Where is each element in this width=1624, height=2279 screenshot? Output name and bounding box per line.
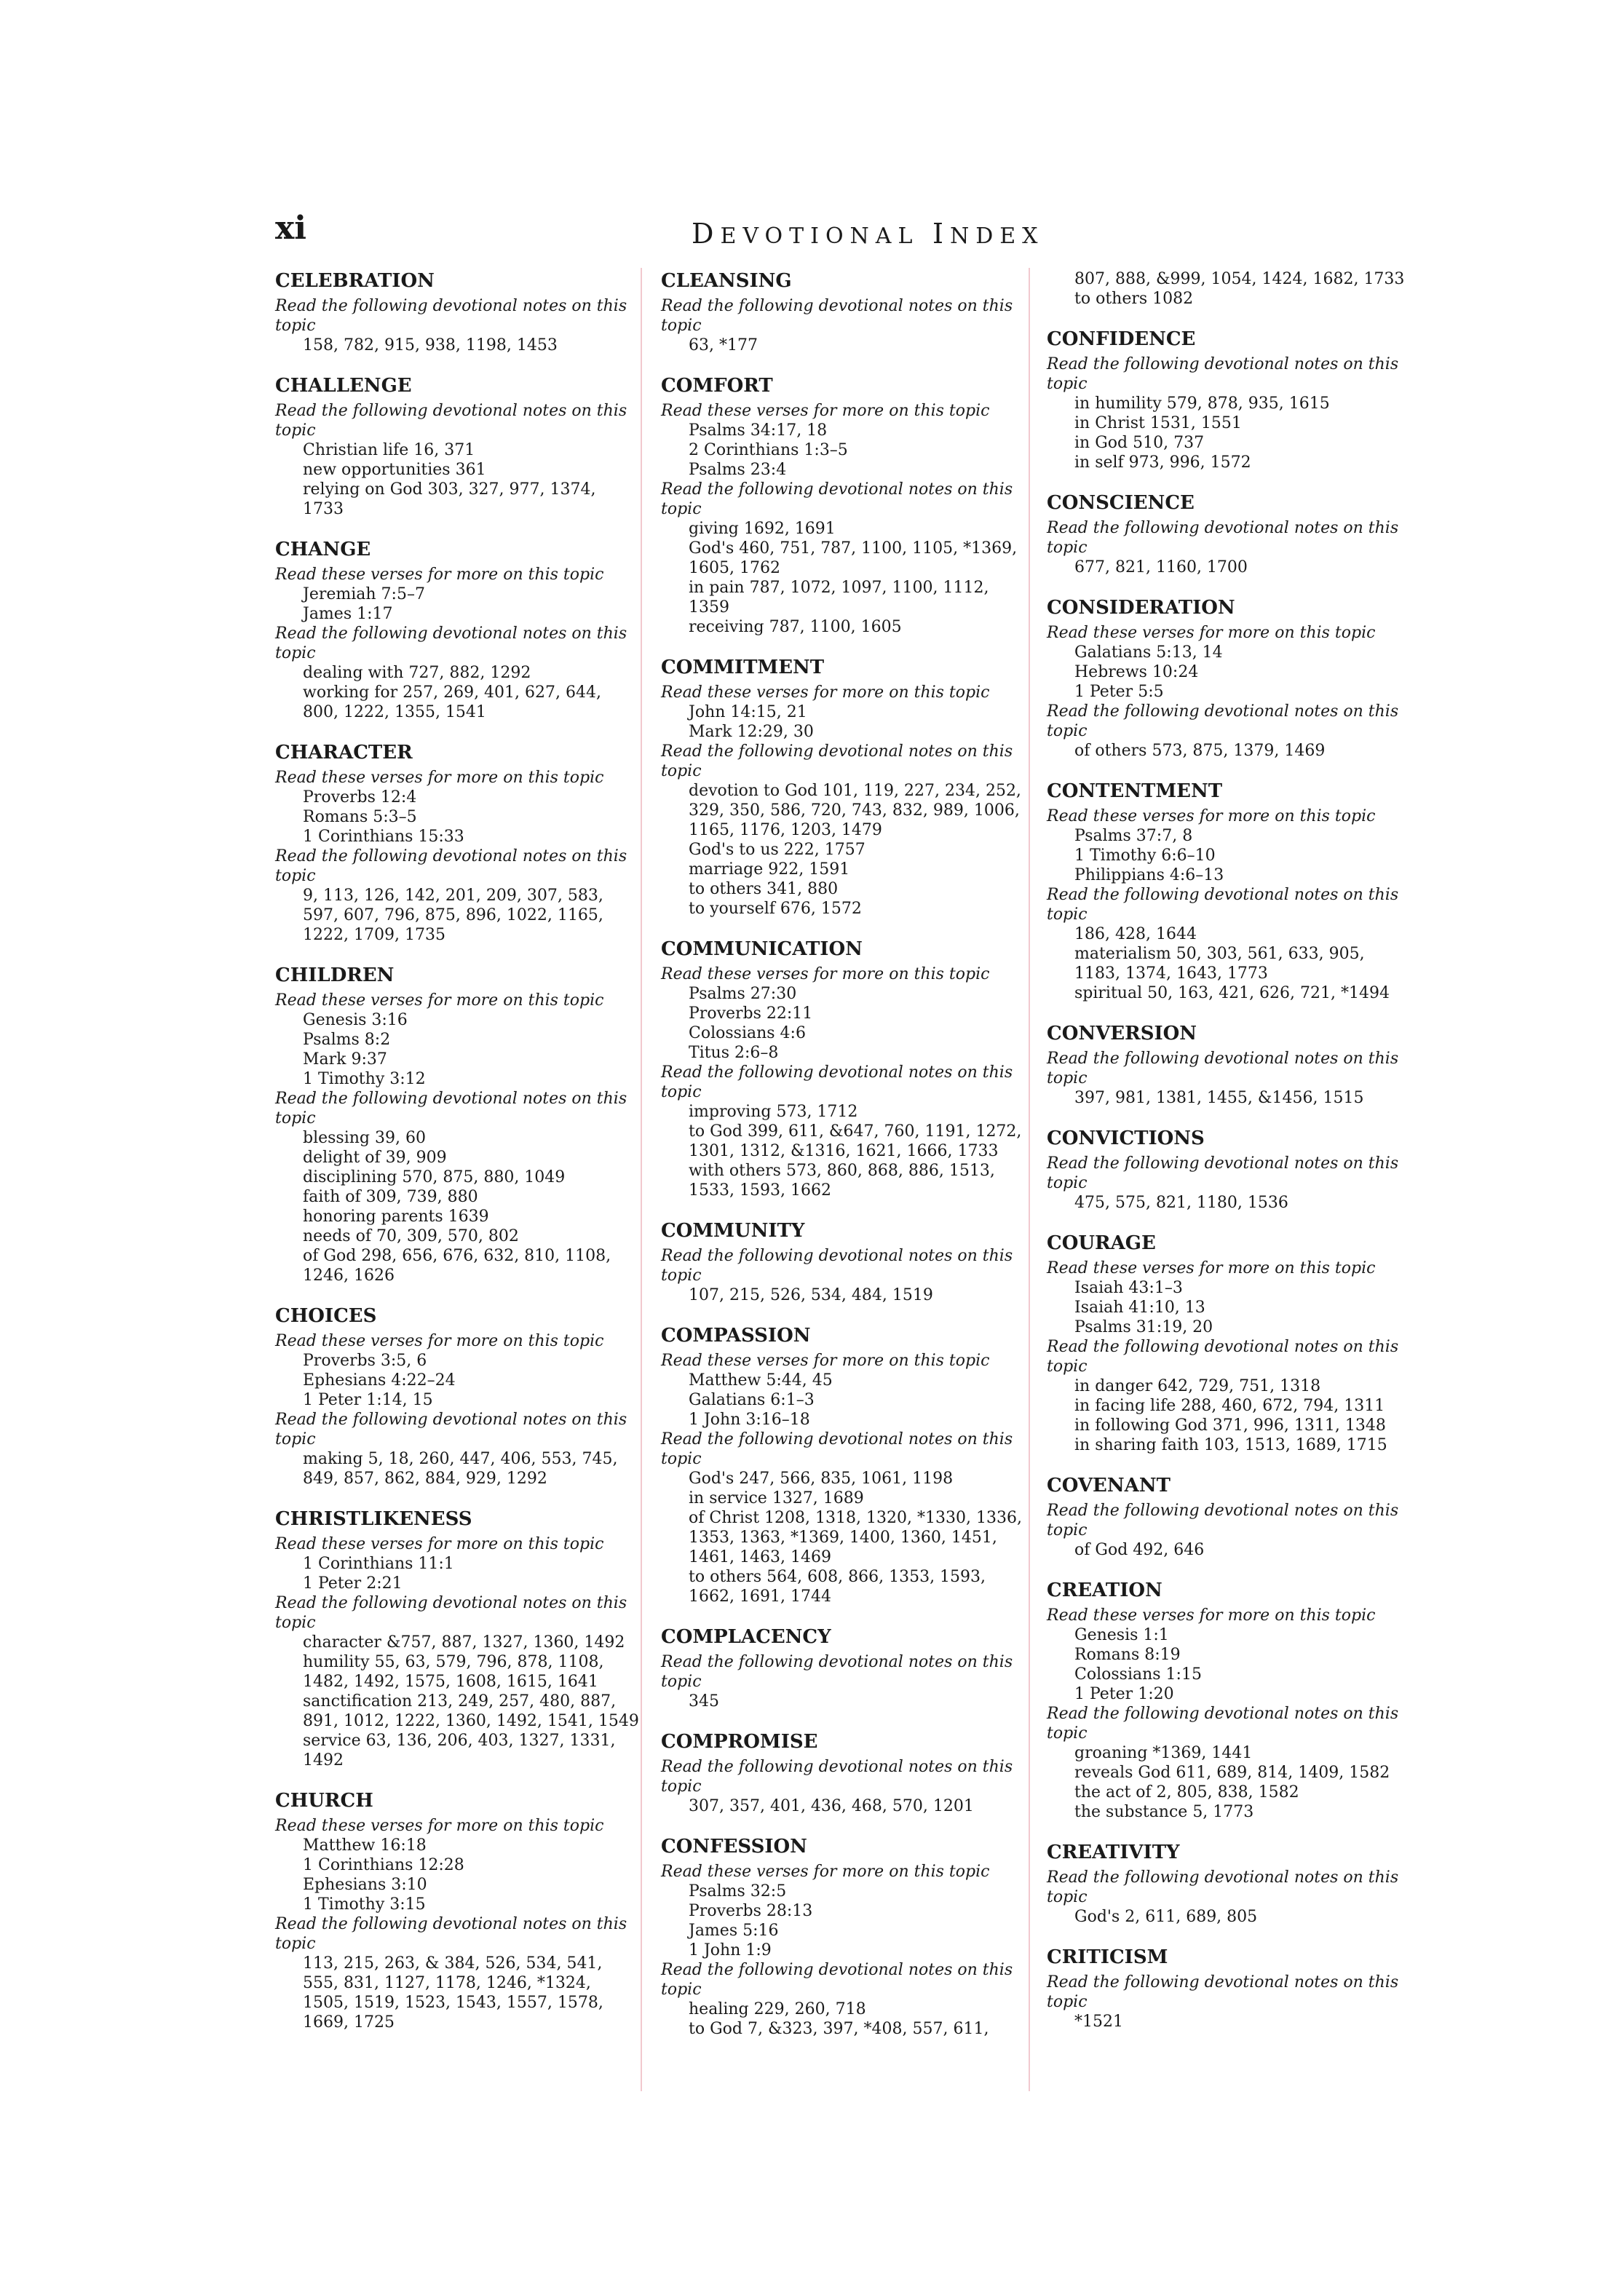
entry-heading: CHRISTLIKENESS <box>275 1508 472 1530</box>
index-entry <box>661 269 1025 355</box>
entry-intro: Read the following devotional notes on this topic <box>1047 1338 1399 1376</box>
index-entry <box>275 1507 639 1770</box>
entry-reference: Christian life 16, 371 <box>303 441 475 459</box>
entry-heading: CONVICTIONS <box>1047 1127 1205 1149</box>
entry-reference: in self 973, 996, 1572 <box>1074 453 1251 472</box>
entry-reference: Genesis 3:16 <box>303 1011 408 1029</box>
entry-reference: dealing with 727, 882, 1292 <box>303 664 531 682</box>
index-entry <box>661 374 1025 637</box>
entry-reference: Matthew 5:44, 45 <box>689 1371 833 1390</box>
entry-reference: 107, 215, 526, 534, 484, 1519 <box>689 1286 933 1304</box>
entry-reference: Matthew 16:18 <box>303 1836 427 1855</box>
entry-reference: 1 Peter 2:21 <box>303 1574 403 1593</box>
entry-reference: 113, 215, 263, & 384, 526, 534, 541, 555, 831, 1127, 1178, 1246, *1324, 1505, 1519, 1523, 1543, 1557, 1578, 1669, 1725 <box>303 1954 603 2032</box>
entry-reference: 1 Corinthians 12:28 <box>303 1856 464 1874</box>
index-entry <box>1047 491 1411 577</box>
entry-reference: 1 Corinthians 15:33 <box>303 828 464 846</box>
entry-intro: Read the following devotional notes on this topic <box>1047 1154 1399 1192</box>
entry-reference: God's 2, 611, 689, 805 <box>1074 1908 1258 1926</box>
index-column-2 <box>661 269 1025 2058</box>
entry-intro: Read these verses for more on this topic <box>661 1863 990 1881</box>
entry-reference: Psalms 23:4 <box>689 461 787 479</box>
entry-heading: CONFESSION <box>661 1836 807 1858</box>
entry-reference: faith of 309, 739, 880 <box>303 1188 478 1206</box>
entry-intro: Read the following devotional notes on this topic <box>661 480 1013 518</box>
entry-heading: CLEANSING <box>661 270 792 292</box>
entry-reference: healing 229, 260, 718 <box>689 2000 866 2018</box>
entry-reference: in facing life 288, 460, 672, 794, 1311 <box>1074 1397 1385 1415</box>
index-entry <box>1047 1232 1411 1455</box>
index-entry <box>1047 1127 1411 1213</box>
entry-reference: in God 510, 737 <box>1074 434 1205 452</box>
entry-reference: the substance 5, 1773 <box>1074 1803 1254 1821</box>
entry-intro: Read these verses for more on this topic <box>661 683 990 702</box>
entry-reference: in Christ 1531, 1551 <box>1074 414 1242 432</box>
index-entry <box>1047 1022 1411 1108</box>
entry-intro: Read the following devotional notes on this topic <box>1047 702 1399 740</box>
entry-reference: Philippians 4:6–13 <box>1074 866 1224 884</box>
entry-reference: devotion to God 101, 119, 227, 234, 252, 329, 350, 586, 720, 743, 832, 989, 1006, 1165, 1176, 1203, 1479 <box>689 782 1021 839</box>
entry-reference: in humility 579, 878, 935, 1615 <box>1074 395 1330 413</box>
entry-reference: needs of 70, 309, 570, 802 <box>303 1227 519 1245</box>
entry-heading: CONFIDENCE <box>1047 328 1196 350</box>
entry-intro: Read these verses for more on this topic <box>275 769 604 787</box>
entry-reference: marriage 922, 1591 <box>689 860 850 879</box>
column-rule <box>641 268 642 2091</box>
entry-reference: reveals God 611, 689, 814, 1409, 1582 <box>1074 1764 1390 1782</box>
entry-reference: Ephesians 4:22–24 <box>303 1371 456 1390</box>
entry-intro: Read the following devotional notes on this topic <box>275 625 627 662</box>
entry-intro: Read the following devotional notes on this topic <box>1047 1705 1399 1743</box>
index-entry <box>275 374 639 519</box>
entry-reference: Galatians 5:13, 14 <box>1074 643 1223 662</box>
entry-intro: Read these verses for more on this topic <box>275 1332 604 1350</box>
index-entry <box>275 269 639 355</box>
entry-reference: 1 John 1:9 <box>689 1941 772 1959</box>
entry-reference: God's 247, 566, 835, 1061, 1198 <box>689 1470 954 1488</box>
entry-intro: Read the following devotional notes on this topic <box>275 1090 627 1127</box>
entry-reference: *1521 <box>1074 2013 1123 2031</box>
entry-reference: Mark 9:37 <box>303 1050 387 1069</box>
entry-reference: working for 257, 269, 401, 627, 644, 800, 1222, 1355, 1541 <box>303 683 601 721</box>
entry-heading: CREATION <box>1047 1580 1162 1601</box>
entry-intro: Read these verses for more on this topic <box>1047 1606 1376 1625</box>
entry-intro: Read these verses for more on this topic <box>275 1535 604 1553</box>
entry-reference: 677, 821, 1160, 1700 <box>1074 558 1248 576</box>
entry-heading: CELEBRATION <box>275 270 435 292</box>
entry-reference: God's 460, 751, 787, 1100, 1105, *1369, 1605, 1762 <box>689 539 1018 577</box>
entry-reference: 475, 575, 821, 1180, 1536 <box>1074 1194 1288 1212</box>
entry-heading: COMMITMENT <box>661 657 825 678</box>
entry-reference: James 1:17 <box>303 605 393 623</box>
entry-reference: Isaiah 43:1–3 <box>1074 1279 1183 1297</box>
entry-reference: John 14:15, 21 <box>689 703 807 721</box>
entry-reference: in following God 371, 996, 1311, 1348 <box>1074 1416 1386 1435</box>
entry-reference: 397, 981, 1381, 1455, &1456, 1515 <box>1074 1089 1364 1107</box>
entry-reference: Hebrews 10:24 <box>1074 663 1199 681</box>
index-entry <box>1047 1579 1411 1822</box>
entry-reference: 9, 113, 126, 142, 201, 209, 307, 583, 597, 607, 796, 875, 896, 1022, 1165, 1222, 1709, 1735 <box>303 887 603 944</box>
entry-reference: Mark 12:29, 30 <box>689 723 814 741</box>
index-entry <box>661 1219 1025 1305</box>
entry-reference: 186, 428, 1644 <box>1074 925 1197 943</box>
entry-intro: Read the following devotional notes on this topic <box>661 1961 1013 1999</box>
entry-reference: 1 Peter 1:20 <box>1074 1685 1174 1703</box>
index-entry <box>661 938 1025 1200</box>
entry-reference: to others 564, 608, 866, 1353, 1593, 1662, 1691, 1744 <box>689 1568 986 1606</box>
entry-reference: Psalms 32:5 <box>689 1882 787 1901</box>
entry-reference: new opportunities 361 <box>303 461 486 479</box>
index-entry <box>661 1324 1025 1606</box>
entry-intro: Read these verses for more on this topic <box>661 1352 990 1370</box>
entry-reference: receiving 787, 1100, 1605 <box>689 618 902 636</box>
index-entry <box>661 1835 1025 2039</box>
entry-intro: Read the following devotional notes on this topic <box>1047 886 1399 924</box>
index-entry <box>1047 1946 1411 2032</box>
entry-reference: 1 Timothy 3:12 <box>303 1070 426 1088</box>
index-entry <box>1047 1474 1411 1560</box>
entry-reference: Psalms 8:2 <box>303 1031 391 1049</box>
entry-intro: Read these verses for more on this topic <box>1047 1259 1376 1277</box>
entry-intro: Read the following devotional notes on this topic <box>661 1430 1013 1468</box>
entry-intro: Read the following devotional notes on this topic <box>275 1915 627 1953</box>
index-entry <box>275 1789 639 2032</box>
entry-reference: James 5:16 <box>689 1922 779 1940</box>
column-rule <box>1029 268 1030 2091</box>
entry-intro: Read these verses for more on this topic <box>275 991 604 1010</box>
entry-reference: Proverbs 22:11 <box>689 1004 813 1023</box>
entry-intro: Read the following devotional notes on this topic <box>275 402 627 440</box>
index-entry <box>1047 1841 1411 1927</box>
entry-reference: of God 492, 646 <box>1074 1541 1205 1559</box>
entry-reference: 307, 357, 401, 436, 468, 570, 1201 <box>689 1797 974 1815</box>
entry-intro: Read the following devotional notes on this topic <box>661 1063 1013 1101</box>
entry-reference: sanctification 213, 249, 257, 480, 887, 891, 1012, 1222, 1360, 1492, 1541, 1549 <box>303 1692 639 1730</box>
entry-reference: Proverbs 28:13 <box>689 1902 813 1920</box>
entry-heading: CONTENTMENT <box>1047 780 1223 802</box>
page-number: xi <box>275 210 306 247</box>
entry-reference: of God 298, 656, 676, 632, 810, 1108, 1246, 1626 <box>303 1247 611 1285</box>
index-entry <box>275 1304 639 1489</box>
entry-reference: the act of 2, 805, 838, 1582 <box>1074 1783 1299 1802</box>
entry-reference: Psalms 34:17, 18 <box>689 421 828 440</box>
entry-reference: to others 341, 880 <box>689 880 839 898</box>
entry-intro: Read the following devotional notes on this topic <box>1047 1050 1399 1087</box>
entry-intro: Read these verses for more on this topic <box>275 1817 604 1835</box>
entry-intro: Read these verses for more on this topic <box>661 402 990 420</box>
entry-reference: character &757, 887, 1327, 1360, 1492 <box>303 1633 625 1652</box>
index-column-3 <box>1047 269 1411 2050</box>
entry-reference: Ephesians 3:10 <box>303 1876 427 1894</box>
entry-reference: disciplining 570, 875, 880, 1049 <box>303 1168 566 1186</box>
entry-reference: Jeremiah 7:5–7 <box>303 585 425 603</box>
entry-heading: CRITICISM <box>1047 1946 1168 1968</box>
entry-intro: Read the following devotional notes on this topic <box>661 1247 1013 1285</box>
entry-reference: God's to us 222, 1757 <box>689 841 866 859</box>
entry-heading: CONVERSION <box>1047 1023 1197 1045</box>
entry-intro: Read these verses for more on this topic <box>661 965 990 983</box>
entry-heading: COMPASSION <box>661 1325 811 1347</box>
entry-reference: Colossians 1:15 <box>1074 1665 1202 1684</box>
entry-reference: 1 John 3:16–18 <box>689 1411 810 1429</box>
index-entry <box>661 656 1025 919</box>
entry-reference: 1 Corinthians 11:1 <box>303 1555 454 1573</box>
index-entry <box>1047 328 1411 472</box>
entry-intro: Read the following devotional notes on this topic <box>1047 1502 1399 1539</box>
entry-heading: CHOICES <box>275 1305 377 1327</box>
entry-intro: Read these verses for more on this topic <box>1047 624 1376 642</box>
entry-heading: COMPROMISE <box>661 1731 818 1753</box>
entry-intro: Read the following devotional notes on this topic <box>275 1594 627 1632</box>
entry-reference: giving 1692, 1691 <box>689 520 836 538</box>
index-entry <box>1047 596 1411 761</box>
entry-reference: humility 55, 63, 579, 796, 878, 1108, 1482, 1492, 1575, 1608, 1615, 1641 <box>303 1653 604 1691</box>
entry-heading: COMFORT <box>661 375 773 397</box>
entry-reference: Titus 2:6–8 <box>689 1044 779 1062</box>
entry-intro: Read the following devotional notes on this topic <box>661 742 1013 780</box>
entry-heading: CREATIVITY <box>1047 1842 1180 1863</box>
entry-heading: CONSIDERATION <box>1047 597 1235 619</box>
entry-heading: CHURCH <box>275 1790 373 1812</box>
index-entry <box>661 1730 1025 1816</box>
entry-heading: CHILDREN <box>275 964 395 986</box>
entry-intro: Read the following devotional notes on this topic <box>661 1758 1013 1796</box>
entry-reference: 807, 888, &999, 1054, 1424, 1682, 1733 <box>1074 270 1405 288</box>
entry-reference: Romans 8:19 <box>1074 1646 1181 1664</box>
entry-reference: in danger 642, 729, 751, 1318 <box>1074 1377 1321 1395</box>
entry-reference: improving 573, 1712 <box>689 1103 858 1121</box>
entry-intro: Read the following devotional notes on this topic <box>275 297 627 335</box>
entry-reference: Galatians 6:1–3 <box>689 1391 815 1409</box>
entry-reference: 2 Corinthians 1:3–5 <box>689 441 848 459</box>
entry-reference: making 5, 18, 260, 447, 406, 553, 745, 849, 857, 862, 884, 929, 1292 <box>303 1450 618 1488</box>
entry-intro: Read the following devotional notes on this topic <box>661 1653 1013 1691</box>
entry-reference: Psalms 37:7, 8 <box>1074 827 1193 845</box>
entry-heading: COMPLACENCY <box>661 1626 831 1648</box>
entry-heading: CHALLENGE <box>275 375 412 397</box>
entry-reference: of Christ 1208, 1318, 1320, *1330, 1336, 1353, 1363, *1369, 1400, 1360, 1451, 1461, 1463, 1469 <box>689 1509 1022 1566</box>
entry-intro: Read the following devotional notes on this topic <box>1047 1868 1399 1906</box>
entry-reference: Psalms 27:30 <box>689 985 797 1003</box>
entry-heading: COMMUNICATION <box>661 938 863 960</box>
entry-heading: COMMUNITY <box>661 1220 805 1242</box>
entry-reference: service 63, 136, 206, 403, 1327, 1331, 1492 <box>303 1732 616 1769</box>
entry-intro: Read these verses for more on this topic <box>1047 807 1376 825</box>
entry-reference: 1 Peter 1:14, 15 <box>303 1391 433 1409</box>
entry-intro: Read the following devotional notes on this topic <box>1047 355 1399 393</box>
entry-intro: Read the following devotional notes on this topic <box>275 847 627 885</box>
index-column-1 <box>275 269 639 2051</box>
index-entry <box>661 1625 1025 1711</box>
entry-intro: Read the following devotional notes on this topic <box>1047 519 1399 557</box>
entry-reference: to God 7, &323, 397, *408, 557, 611, <box>689 2020 989 2038</box>
entry-reference: in pain 787, 1072, 1097, 1100, 1112, 1359 <box>689 579 989 617</box>
index-entry <box>275 964 639 1285</box>
entry-heading: CHARACTER <box>275 742 413 764</box>
entry-reference: of others 573, 875, 1379, 1469 <box>1074 742 1326 760</box>
entry-reference: Colossians 4:6 <box>689 1024 806 1042</box>
entry-reference: 158, 782, 915, 938, 1198, 1453 <box>303 336 558 354</box>
entry-reference: Proverbs 12:4 <box>303 788 417 806</box>
entry-reference: spiritual 50, 163, 421, 626, 721, *1494 <box>1074 984 1390 1002</box>
entry-reference: Romans 5:3–5 <box>303 808 417 826</box>
entry-reference: Proverbs 3:5, 6 <box>303 1352 427 1370</box>
entry-reference: 345 <box>689 1692 719 1711</box>
entry-reference: in service 1327, 1689 <box>689 1489 864 1507</box>
entry-heading: COURAGE <box>1047 1232 1156 1254</box>
index-entry <box>1047 780 1411 1003</box>
entry-reference: Genesis 1:1 <box>1074 1626 1169 1644</box>
entry-intro: Read these verses for more on this topic <box>275 566 604 584</box>
entry-reference: in sharing faith 103, 1513, 1689, 1715 <box>1074 1436 1387 1454</box>
entry-intro: Read the following devotional notes on this topic <box>661 297 1013 335</box>
entry-reference: delight of 39, 909 <box>303 1149 447 1167</box>
entry-intro: Read the following devotional notes on this topic <box>1047 1973 1399 2011</box>
entry-reference: 1 Timothy 6:6–10 <box>1074 847 1216 865</box>
entry-reference: Psalms 31:19, 20 <box>1074 1318 1213 1336</box>
entry-heading: CONSCIENCE <box>1047 492 1195 514</box>
entry-reference: blessing 39, 60 <box>303 1129 426 1147</box>
entry-reference: with others 573, 860, 868, 886, 1513, 1533, 1593, 1662 <box>689 1162 995 1200</box>
entry-reference: to yourself 676, 1572 <box>689 900 862 918</box>
index-entry <box>275 538 639 722</box>
entry-reference: honoring parents 1639 <box>303 1208 489 1226</box>
entry-reference: to others 1082 <box>1074 290 1194 308</box>
entry-reference: 1 Timothy 3:15 <box>303 1895 426 1914</box>
entry-heading: CHANGE <box>275 539 371 560</box>
index-entry <box>275 741 639 945</box>
running-head: DEVOTIONAL INDEX <box>692 218 1045 250</box>
index-entry <box>1047 269 1411 309</box>
entry-reference: relying on God 303, 327, 977, 1374, 1733 <box>303 480 596 518</box>
entry-reference: groaning *1369, 1441 <box>1074 1744 1253 1762</box>
entry-reference: Isaiah 41:10, 13 <box>1074 1299 1205 1317</box>
entry-intro: Read the following devotional notes on this topic <box>275 1411 627 1448</box>
entry-heading: COVENANT <box>1047 1475 1171 1497</box>
entry-reference: to God 399, 611, &647, 760, 1191, 1272, 1301, 1312, &1316, 1621, 1666, 1733 <box>689 1122 1022 1160</box>
entry-reference: materialism 50, 303, 561, 633, 905, 1183, 1374, 1643, 1773 <box>1074 945 1365 983</box>
entry-reference: 63, *177 <box>689 336 758 354</box>
entry-reference: 1 Peter 5:5 <box>1074 683 1164 701</box>
